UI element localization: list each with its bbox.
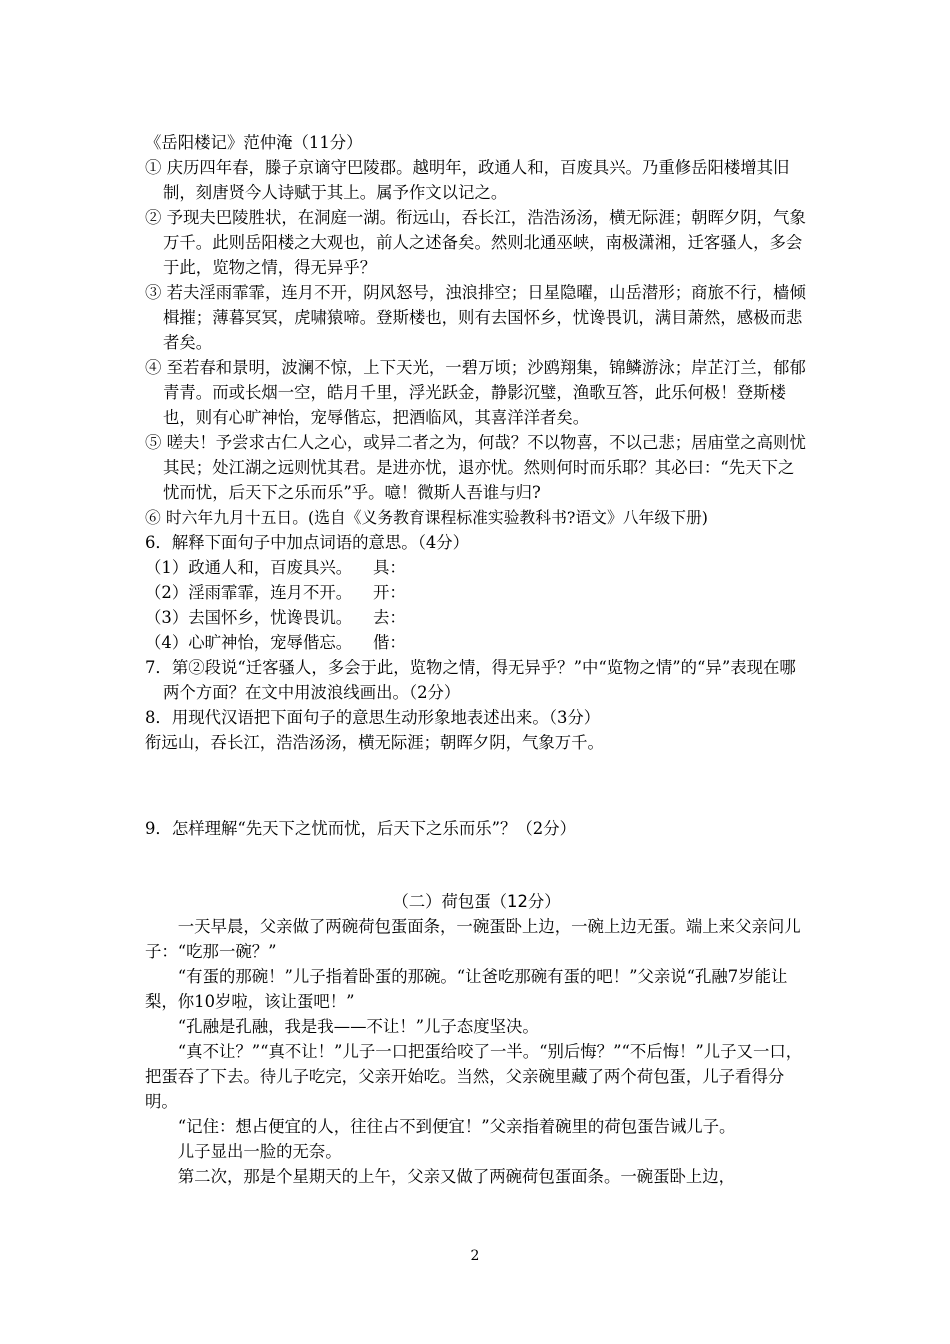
story-paragraph: “有蛋的那碗！”儿子指着卧蛋的那碗。“让爸吃那碗有蛋的吧！”父亲说“孔融7岁能让梨，你10岁啦，该让蛋吧！” [145, 967, 788, 1011]
passage-paragraph-5: ⑤ 嗟夫！予尝求古仁人之心，或异二者之为，何哉？不以物喜，不以己悲；居庙堂之高则忧其民；处江湖之远则忧其君。是进亦忧，退亦忧。然则何时而乐耶？其必曰：“先天下之忧而忧，后天下之乐而乐”乎。噫！微斯人吾谁与归? [145, 433, 806, 502]
story-paragraph: “记住：想占便宜的人，往往占不到便宜！”父亲指着碗里的荷包蛋告诫儿子。 [177, 1117, 736, 1136]
page-number: 2 [470, 1248, 480, 1264]
story-paragraph: “孔融是孔融，我是我——不让！”儿子态度坚决。 [177, 1017, 539, 1036]
question-8: 8．用现代汉语把下面句子的意思生动形象地表述出来。（3分） [145, 708, 601, 727]
passage-paragraph-1: ① 庆历四年春，滕子京谪守巴陵郡。越明年，政通人和，百废具兴。乃重修岳阳楼增其旧制，刻唐贤今人诗赋于其上。属予作文以记之。 [145, 158, 790, 202]
question-6-item-4: （4）心旷神怡，宠辱偕忘。 偕： [145, 633, 406, 652]
passage-paragraph-3: ③ 若夫淫雨霏霏，连月不开，阴风怒号，浊浪排空；日星隐曜，山岳潜形；商旅不行，樯倾楫摧；薄暮冥冥，虎啸猿啼。登斯楼也，则有去国怀乡，忧谗畏讥，满目萧然，感极而悲者矣。 [145, 283, 806, 352]
question-6-item-2: （2）淫雨霏霏，连月不开。 开： [145, 583, 406, 602]
story-paragraph: 儿子显出一脸的无奈。 [177, 1142, 342, 1161]
question-6-item-3: （3）去国怀乡，忧谗畏讥。 去： [145, 608, 406, 627]
question-9: 9．怎样理解“先天下之忧而忧，后天下之乐而乐”？（2分） [145, 819, 576, 838]
question-6: 6．解释下面句子中加点词语的意思。（4分） [145, 533, 470, 552]
story-title: （二）荷包蛋（12分） [392, 892, 561, 911]
document-page [145, 130, 808, 1189]
passage-paragraph-6: ⑥ 时六年九月十五日。(选自《义务教育课程标准实验教科书?语文》八年级下册) [145, 508, 708, 527]
story-paragraph: “真不让？”“真不让！”儿子一口把蛋给咬了一半。“别后悔？”“不后悔！”儿子又一口，把蛋吞了下去。待儿子吃完，父亲开始吃。当然，父亲碗里藏了两个荷包蛋，儿子看得分明。 [145, 1042, 803, 1111]
story-paragraph: 第二次，那是个星期天的上午，父亲又做了两碗荷包蛋面条。一碗蛋卧上边， [177, 1167, 736, 1186]
passage-paragraph-4: ④ 至若春和景明，波澜不惊，上下天光，一碧万顷；沙鸥翔集，锦鳞游泳；岸芷汀兰，郁郁青青。而或长烟一空，皓月千里，浮光跃金，静影沉璧，渔歌互答，此乐何极！登斯楼也，则有心旷神怡，宠辱偕忘，把酒临风，其喜洋洋者矣。 [145, 358, 806, 427]
question-8-sentence: 衔远山，吞长江，浩浩汤汤，横无际涯；朝晖夕阴，气象万千。 [145, 733, 604, 752]
answer-space [145, 755, 808, 816]
story-paragraph: 一天早晨，父亲做了两碗荷包蛋面条，一碗蛋卧上边，一碗上边无蛋。端上来父亲问儿子：“吃那一碗？” [145, 917, 801, 961]
question-7: 7．第②段说“迁客骚人，多会于此，览物之情，得无异乎？”中“览物之情”的“异”表现在哪两个方面？在文中用波浪线画出。（2分） [145, 658, 796, 702]
question-6-item-1: （1）政通人和，百废具兴。 具： [145, 558, 406, 577]
passage-paragraph-2: ② 予现夫巴陵胜状，在洞庭一湖。衔远山，吞长江，浩浩汤汤，横无际涯；朝晖夕阴，气象万千。此则岳阳楼之大观也，前人之述备矣。然则北通巫峡，南极潇湘，迁客骚人，多会于此，览物之情，得无异乎？ [145, 208, 806, 277]
answer-space [145, 841, 808, 889]
passage-title: 《岳阳楼记》范仲淹（11分） [145, 133, 363, 152]
